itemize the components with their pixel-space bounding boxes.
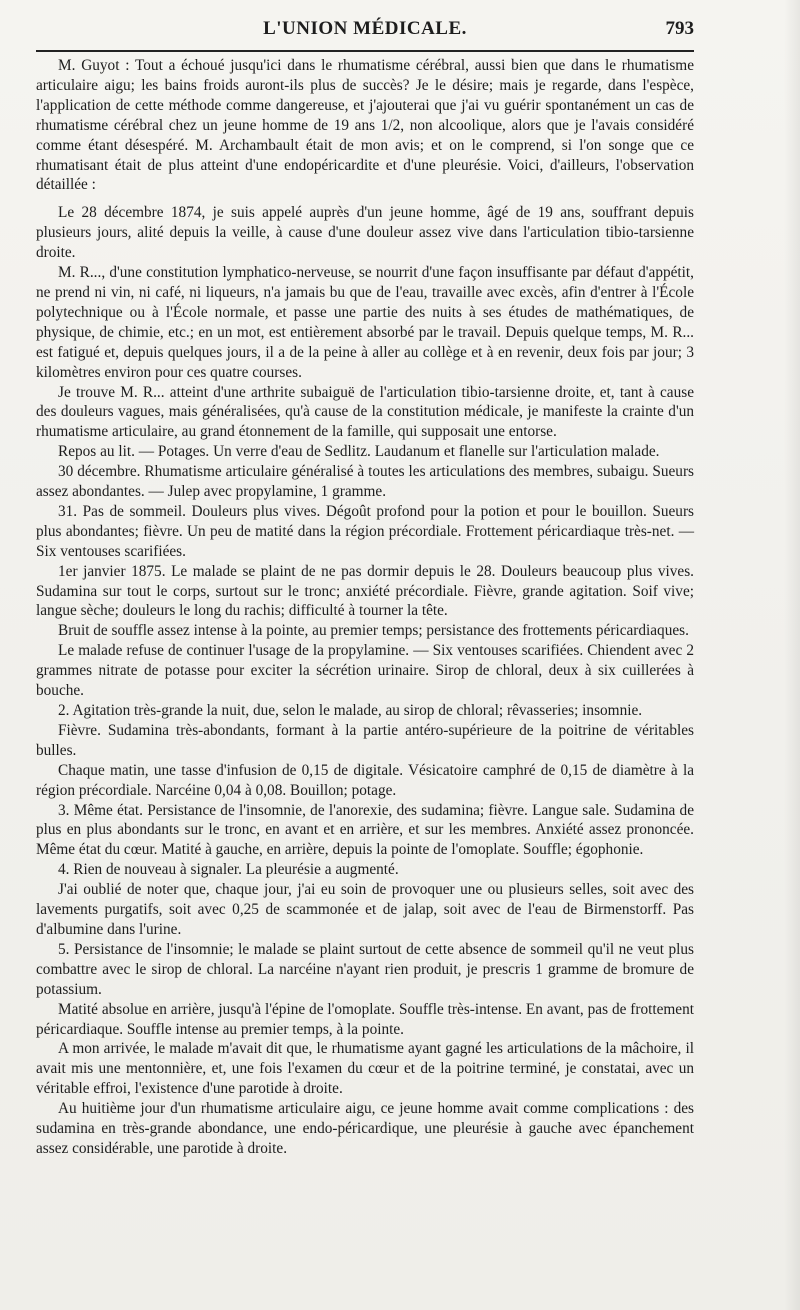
paragraph-treatment-initial: Repos au lit. — Potages. Un verre d'eau de Sedlitz. Laudanum et flanelle sur l'articulation malade. xyxy=(58,443,660,461)
article-body xyxy=(36,56,694,1159)
paragraph-fievre: Fièvre. Sudamina très-abondants, formant à la partie antéro-supérieure de la poitrine de véritables bulles. xyxy=(36,721,694,759)
running-title: L'UNION MÉDICALE. xyxy=(263,18,467,39)
paragraph-day-4: 4. Rien de nouveau à signaler. La pleurésie a augmenté. xyxy=(58,861,399,879)
paragraph-diagnosis: Je trouve M. R... atteint d'une arthrite subaiguë de l'articulation tibio-tarsienne droite, et, tant à cause des douleurs vagues, mais généralisées, qu'à cause de la constitution médicale, je manifeste la crainte d'un rhumatisme articulaire, au grand étonnement de la famille, qui supposait une entorse. xyxy=(36,383,694,441)
paragraph-parotide: A mon arrivée, le malade m'avait dit que, le rhumatisme ayant gagné les articulations de la mâchoire, il avait mis une mentonnière, et, une fois l'examen du cœur et de la poitrine terminé, je constatai, avec un véritable effroi, l'existence d'une parotide à droite. xyxy=(36,1040,694,1098)
header-rule xyxy=(36,50,694,52)
paragraph-patient-history: M. R..., d'une constitution lymphatico-nerveuse, se nourrit d'une façon insuffisante par défaut d'appétit, ne prend ni vin, ni café, ni liqueurs, n'a jamais bu que de l'eau, travaille avec excès, afin d'entrer à l'École polytechnique ou à l'École normale, et passe une partie des nuits à ses études de mathématiques, de physique, de chimie, etc.; en un mot, est entièrement absorbé par le travail. Depuis quelque temps, M. R... est fatigué et, depuis quelques jours, il a de la peine à aller au collège et à en revenir, deux fois par jour; 3 kilomètres environ pour ces quatre courses. xyxy=(36,264,694,381)
paragraph-day-2: 2. Agitation très-grande la nuit, due, selon le malade, au sirop de chloral; rêvasseries; insomnie. xyxy=(58,702,643,719)
paragraph-dec-30: 30 décembre. Rhumatisme articulaire généralisé à toutes les articulations des membres, subaigu. Sueurs assez abondantes. — Julep avec propylamine, 1 gramme. xyxy=(36,463,694,501)
paragraph-digitale: Chaque matin, une tasse d'infusion de 0,15 de digitale. Vésicatoire camphré de 0,15 de diamètre à la région précordiale. Narcéine 0,04 à 0,08. Bouillon; potage. xyxy=(36,761,694,799)
page-header xyxy=(36,18,694,46)
paragraph-dec-31: 31. Pas de sommeil. Douleurs plus vives. Dégoût profond pour la potion et pour le bouillon. Sueurs plus abondantes; fièvre. Un peu de matité dans la région précordiale. Frottement péricardiaque très-net. — Six ventouses scarifiées. xyxy=(36,502,694,560)
paragraph-day-5: 5. Persistance de l'insomnie; le malade se plaint surtout de cette absence de sommeil qu'il ne veut plus combattre avec le sirop de chloral. La narcéine n'ayant rien produit, je prescris 1 gramme de bromure de potassium. xyxy=(36,940,694,998)
paragraph-jan-1: 1er janvier 1875. Le malade se plaint de ne pas dormir depuis le 28. Douleurs beaucoup plus vives. Sudamina sur tout le corps, surtout sur le tronc; anxiété précordiale. Fièvre, grande agitation. Soif vive; langue sèche; douleurs le long du rachis; difficulté à tourner la tête. xyxy=(36,562,694,620)
paragraph-refuse-propylamine: Le malade refuse de continuer l'usage de la propylamine. — Six ventouses scarifiées. Chiendent avec 2 grammes nitrate de potasse pour exciter la sécrétion urinaire. Sirop de chloral, deux à six cuillerées à bouche. xyxy=(36,642,694,700)
paragraph-day-3: 3. Même état. Persistance de l'insomnie, de l'anorexie, des sudamina; fièvre. Langue sale. Sudamina de plus en plus abondants sur le tronc, en avant et en arrière, et sur les membres. Anxiété assez prononcée. Même état du cœur. Matité à gauche, en arrière, depuis la pointe de l'omoplate. Souffle; égophonie. xyxy=(36,801,694,859)
page-number: 793 xyxy=(665,18,694,39)
paragraph-guyot-remarks: M. Guyot : Tout a échoué jusqu'ici dans le rhumatisme cérébral, aussi bien que dans le rhumatisme articulaire aigu; les bains froids auront-ils plus de succès? Je le désire; mais je regarde, dans l'espèce, l'application de cette méthode comme dangereuse, et j'ajouterai que j'ai vu guérir spontanément un cas de rhumatisme cérébral chez un jeune homme de 19 ans 1/2, non alcoolique, alors que je l'avais considéré comme étant désespéré. M. Archambault était de mon avis; et on le comprend, si l'on songe que ce rhumatisant était de plus atteint d'une endopéricardite et d'une pleurésie. Voici, d'ailleurs, l'observation détaillée : xyxy=(36,57,694,194)
paragraph-souffle: Bruit de souffle assez intense à la pointe, au premier temps; persistance des frottements péricardiaques. xyxy=(58,622,689,640)
paragraph-huitieme-jour: Au huitième jour d'un rhumatisme articulaire aigu, ce jeune homme avait comme complications : des sudamina en très-grande abondance, une endo-péricardique, une pleurésie à gauche avec épanchement assez considérable, une parotide à droite. xyxy=(36,1100,694,1157)
page-edge-shadow xyxy=(784,0,800,1310)
paragraph-selles: J'ai oublié de noter que, chaque jour, j'ai eu soin de provoquer une ou plusieurs selles, soit avec des lavements purgatifs, soit avec 0,25 de scammonée et de jalap, soit avec de l'eau de Birmenstorff. Pas d'albumine dans l'urine. xyxy=(36,881,694,938)
paragraph-matite: Matité absolue en arrière, jusqu'à l'épine de l'omoplate. Souffle très-intense. En avant, pas de frottement péricardiaque. Souffle intense au premier temps, à la pointe. xyxy=(36,1000,694,1038)
paragraph-case-intro: Le 28 décembre 1874, je suis appelé auprès d'un jeune homme, âgé de 19 ans, souffrant depuis plusieurs jours, alité depuis la veille, à cause d'une douleur assez vive dans l'articulation tibio-tarsienne droite. xyxy=(36,204,694,262)
